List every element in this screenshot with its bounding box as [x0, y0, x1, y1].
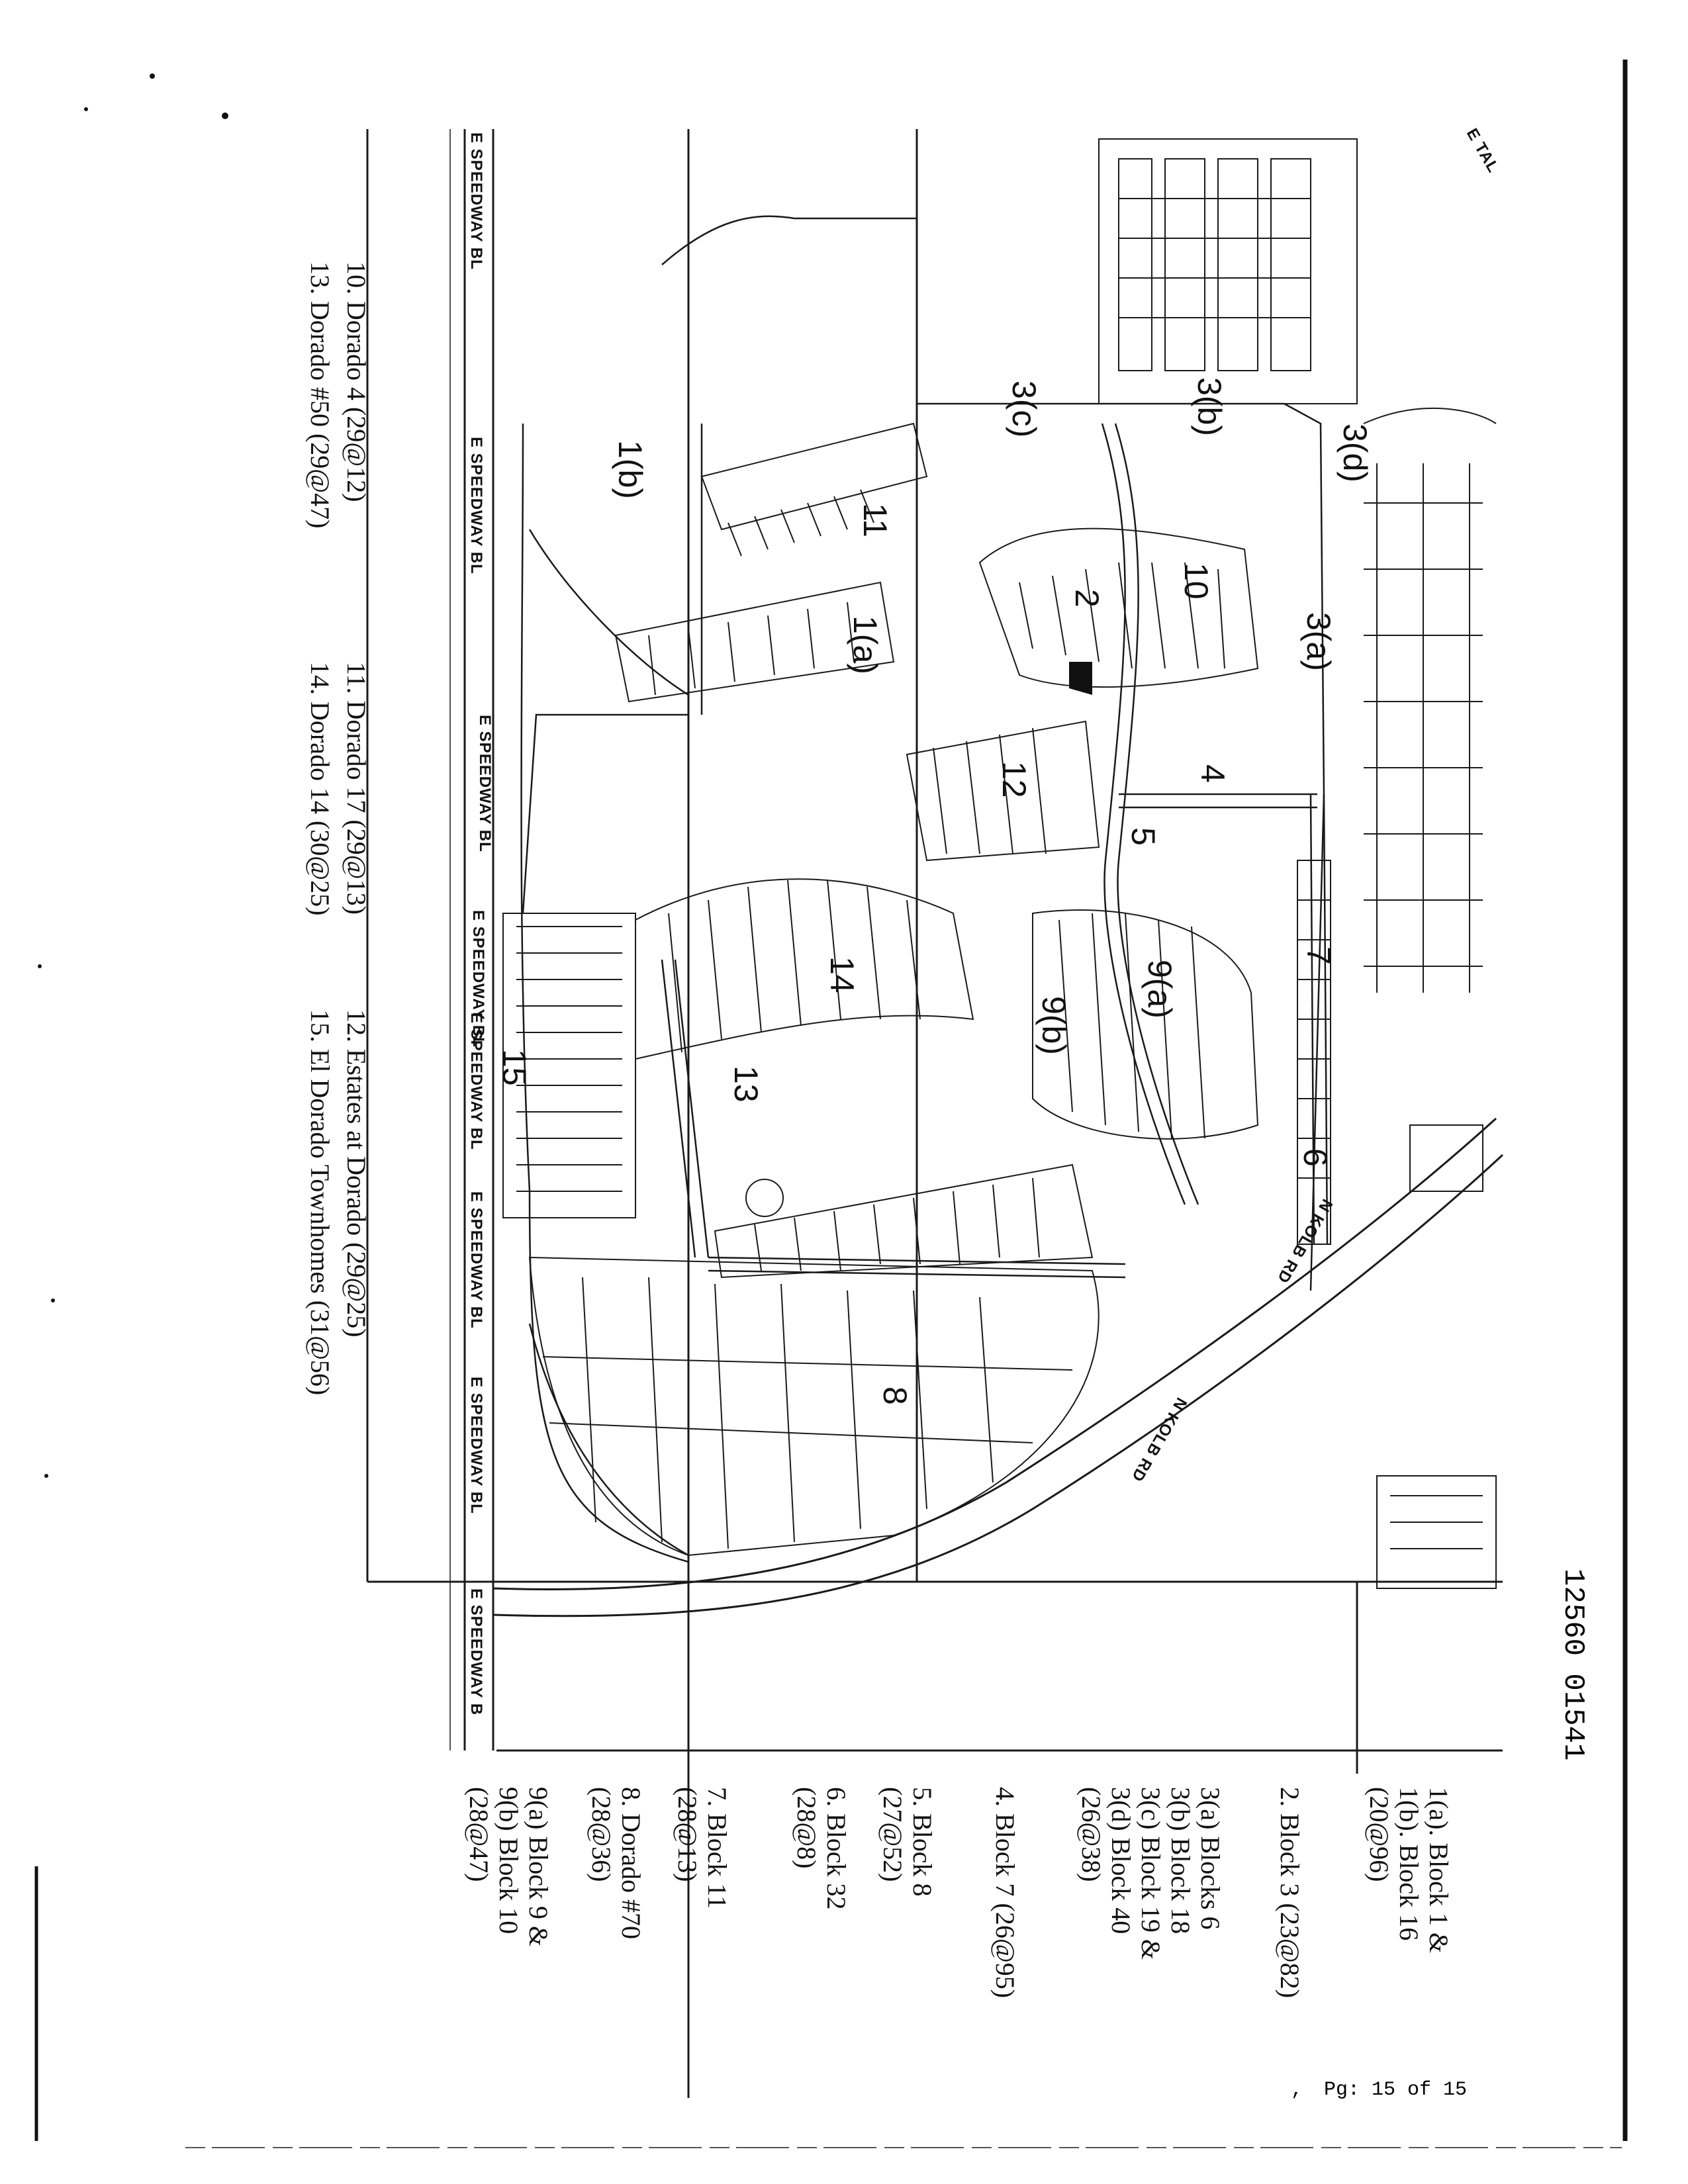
legend-line: (27@52): [878, 1787, 908, 1882]
legend-line: 4. Block 7 (26@95): [990, 1787, 1020, 1999]
legend-line: 11. Dorado 17 (29@13): [342, 662, 371, 915]
legend-line: 1(b). Block 16: [1394, 1787, 1424, 1941]
street-label-speedway: E SPEEDWAY B: [467, 1588, 485, 1716]
area-label-3b: 3(b): [1191, 377, 1228, 436]
legend-line: 8. Dorado #70: [616, 1787, 646, 1939]
area-label-15: 15: [496, 1049, 533, 1086]
legend-line: 5. Block 8: [908, 1787, 937, 1897]
legend-line: 3(a) Blocks 6: [1196, 1787, 1225, 1930]
legend-line: (28@47): [464, 1787, 494, 1882]
legend-line: 3(b) Block 18: [1166, 1787, 1196, 1934]
street-label-speedway: E SPEEDWAY BL: [476, 715, 494, 852]
legend-line: 13. Dorado #50 (29@47): [305, 261, 335, 529]
footer-mark: ,: [1291, 2079, 1303, 2101]
lot-rows: [616, 424, 1331, 1277]
street-label-kolb: N KOLB RD: [1273, 1196, 1336, 1287]
kolb-road: [493, 1118, 1503, 1616]
area-label-5: 5: [1125, 827, 1162, 846]
legend-line: (28@8): [792, 1787, 821, 1869]
street-label-kolb: N KOLB RD: [1127, 1394, 1191, 1485]
legend-line: (26@38): [1076, 1787, 1106, 1882]
legend-line: 9(b) Block 10: [494, 1787, 524, 1934]
legend-line: 3(d) Block 40: [1106, 1787, 1136, 1934]
street-label-speedway: E SPEEDWAY BL: [467, 1377, 485, 1514]
page-footer: Pg: 15 of 15: [1324, 2079, 1468, 2101]
area-label-6: 6: [1297, 1148, 1334, 1167]
street-label-speedway: E SPEEDWAY BL: [467, 1191, 485, 1329]
street-label-speedway: E SPEEDWAY BL: [467, 437, 485, 574]
highlighted-lot: [1069, 662, 1092, 695]
area-label-3c: 3(c): [1006, 381, 1043, 438]
legend-line: 2. Block 3 (23@82): [1275, 1787, 1305, 1999]
area-label-11: 11: [857, 503, 894, 537]
large-lots: [530, 1257, 1099, 1555]
area-label-12: 12: [996, 761, 1033, 798]
residential-east: [1364, 408, 1496, 1588]
document-number: 12560 01541: [1556, 1569, 1589, 1761]
street-label-partial: E TAL: [1462, 125, 1503, 176]
legend-line: 7. Block 11: [702, 1787, 732, 1909]
legend-line: 10. Dorado 4 (29@12): [342, 261, 371, 502]
legend-right: [464, 1787, 1454, 1998]
area-label-7: 7: [1300, 946, 1337, 965]
area-label-8: 8: [876, 1387, 914, 1405]
area-label-10: 10: [1178, 563, 1215, 600]
legend-line: (28@36): [586, 1787, 616, 1882]
street-label-speedway: E SPEEDWAY BL: [467, 1013, 485, 1150]
legend-line: (20@96): [1364, 1787, 1394, 1882]
area-label-3a: 3(a): [1300, 612, 1337, 671]
legend-line: 14. Dorado 14 (30@25): [305, 662, 335, 916]
legend-line: 3(c) Block 19 &: [1136, 1787, 1166, 1960]
legend-line: 12. Estates at Dorado (29@25): [342, 1009, 371, 1338]
area-label-13: 13: [727, 1066, 765, 1103]
legend-bottom: [305, 261, 371, 1395]
legend-line: 6. Block 32: [821, 1787, 851, 1910]
area-label-1b: 1(b): [612, 440, 649, 499]
legend-line: 15. El Dorado Townhomes (31@56): [305, 1009, 335, 1396]
area-label-14: 14: [823, 956, 861, 993]
legend-line: (28@13): [673, 1787, 702, 1882]
street-label-speedway: E SPEEDWAY BL: [467, 132, 485, 270]
apartment-complex: [1099, 139, 1357, 404]
area-label-2: 2: [1068, 589, 1105, 608]
street-label-speedway: E SPEEDWAY BL: [469, 910, 487, 1048]
area-label-3d: 3(d): [1336, 424, 1374, 482]
legend-line: 9(a) Block 9 &: [524, 1787, 553, 1947]
area-label-1a: 1(a): [847, 615, 884, 674]
area-label-4: 4: [1194, 764, 1231, 783]
area-label-9b: 9(b): [1035, 996, 1072, 1055]
area-label-9a: 9(a): [1141, 960, 1178, 1019]
legend-line: 1(a). Block 1 &: [1424, 1787, 1454, 1954]
